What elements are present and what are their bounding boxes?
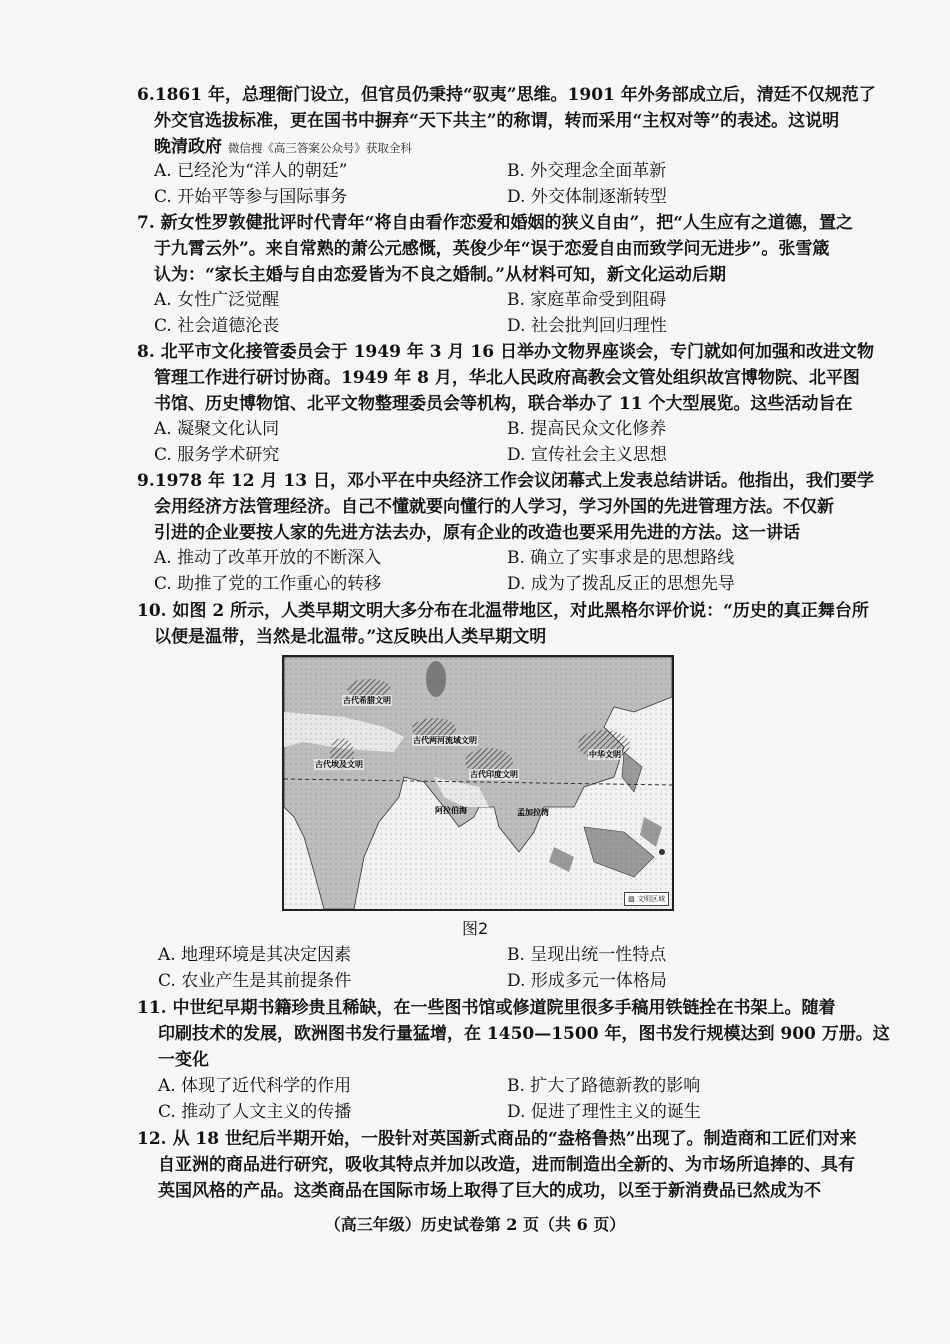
q10-option-d[interactable]: D. 形成多元一体格局 xyxy=(507,971,667,991)
q6-option-a[interactable]: A. 已经沦为“洋人的朝廷” xyxy=(154,161,348,181)
q9-stem-line-2: 会用经济方法管理经济。自己不懂就要向懂行的人学习，学习外国的先进管理方法。不仅新 xyxy=(154,497,834,517)
q9-stem-line-3: 引进的企业要按人家的先进方法去办，原有企业的改造也要采用先进的方法。这一讲话 xyxy=(154,523,800,543)
q11-option-a[interactable]: A. 体现了近代科学的作用 xyxy=(158,1076,352,1096)
q7-option-a[interactable]: A. 女性广泛觉醒 xyxy=(154,290,280,310)
q8-stem-line-1: 8. 北平市文化接管委员会于 1949 年 3 月 16 日举办文物界座谈会，专门就如何加强和改进文物 xyxy=(137,342,874,362)
q11-stem-line-2: 印刷技术的发展，欧洲图书发行量猛增，在 1450—1500 年，图书发行规模达到 900 万册。这 xyxy=(158,1024,890,1044)
q8-option-c[interactable]: C. 服务学术研究 xyxy=(154,445,280,465)
q8-stem-line-2: 管理工作进行研讨协商。1949 年 8 月，华北人民政府高教会文管处组织故宫博物院、北平图 xyxy=(154,368,860,388)
map-label-bay-of-bengal: 孟加拉湾 xyxy=(517,808,549,817)
q7-option-b[interactable]: B. 家庭革命受到阻碍 xyxy=(507,290,667,310)
q6-stem-line-3 xyxy=(154,136,412,159)
map-label-egypt: 古代埃及文明 xyxy=(315,760,363,769)
q7-stem-line-3: 认为：“家长主婚与自由恋爱皆为不良之婚制。”从材料可知，新文化运动后期 xyxy=(154,265,727,285)
map-label-china: 中华文明 xyxy=(589,750,621,759)
map-label-greece: 古代希腊文明 xyxy=(343,696,391,705)
q9-option-b[interactable]: B. 确立了实事求是的思想路线 xyxy=(507,548,735,568)
q11-option-c[interactable]: C. 推动了人文主义的传播 xyxy=(158,1102,352,1122)
q6-option-d[interactable]: D. 外交体制逐渐转型 xyxy=(507,187,667,207)
q11-option-b[interactable]: B. 扩大了路德新教的影响 xyxy=(507,1076,701,1096)
map-label-arabian-sea: 阿拉伯海 xyxy=(435,806,467,815)
q6-stem-line-1: 6.1861 年，总理衙门设立，但官员仍秉持“驭夷”思维。1901 年外务部成立后，清廷不仅规范了 xyxy=(137,85,876,105)
watermark: 微信搜《高三答案公众号》获取全科 xyxy=(227,141,412,155)
q9-stem-line-1: 9.1978 年 12 月 13 日，邓小平在中央经济工作会议闭幕式上发表总结讲话。他指出，我们要学 xyxy=(137,471,874,491)
q11-stem-line-1: 11. 中世纪早期书籍珍贵且稀缺，在一些图书馆或修道院里很多手稿用铁链拴在书架上。随着 xyxy=(137,998,836,1018)
q6-stem-line-2: 外交官选拔标准，更在国书中摒弃“天下共主”的称谓，转而采用“主权对等”的表述。这说明 xyxy=(154,111,840,131)
civilization-map xyxy=(282,655,674,911)
q7-option-c[interactable]: C. 社会道德沦丧 xyxy=(154,316,280,336)
map-legend xyxy=(624,892,669,906)
q7-stem-line-1: 7. 新女性罗敦健批评时代青年“将自由看作恋爱和婚姻的狭义自由”，把“人生应有之道德，置之 xyxy=(137,213,853,233)
q10-stem-line-2: 以便是温带，当然是北温带。”这反映出人类早期文明 xyxy=(154,627,547,647)
legend-label: 文明区域 xyxy=(637,895,665,903)
q11-stem-line-3: 一变化 xyxy=(158,1050,209,1070)
q6-stem-line-3-text: 晚清政府 xyxy=(154,137,222,157)
q6-option-b[interactable]: B. 外交理念全面革新 xyxy=(507,161,667,181)
map-label-mesopotamia: 古代两河流域文明 xyxy=(413,736,477,745)
q9-option-d[interactable]: D. 成为了拨乱反正的思想先导 xyxy=(507,574,735,594)
page-footer: （高三年级）历史试卷第 2 页（共 6 页） xyxy=(324,1215,626,1234)
q10-stem-line-1: 10. 如图 2 所示，人类早期文明大多分布在北温带地区，对此黑格尔评价说：“历史的真正舞台所 xyxy=(137,601,869,621)
q10-option-b[interactable]: B. 呈现出统一性特点 xyxy=(507,945,667,965)
q8-stem-line-3: 书馆、历史博物馆、北平文物整理委员会等机构，联合举办了 11 个大型展览。这些活动旨在 xyxy=(154,394,853,414)
q9-option-a[interactable]: A. 推动了改革开放的不断深入 xyxy=(154,548,382,568)
q6-option-c[interactable]: C. 开始平等参与国际事务 xyxy=(154,187,348,207)
q10-option-a[interactable]: A. 地理环境是其决定因素 xyxy=(158,945,352,965)
figure-caption: 图2 xyxy=(462,919,489,938)
map-label-india: 古代印度文明 xyxy=(470,770,518,779)
q9-option-c[interactable]: C. 助推了党的工作重心的转移 xyxy=(154,574,382,594)
q8-option-a[interactable]: A. 凝聚文化认同 xyxy=(154,419,280,439)
q7-option-d[interactable]: D. 社会批判回归理性 xyxy=(507,316,667,336)
q12-stem-line-2: 自亚洲的商品进行研究，吸收其特点并加以改造，进而制造出全新的、为市场所追捧的、具有 xyxy=(158,1155,855,1175)
legend-swatch-icon: ▨ xyxy=(628,895,635,903)
q7-stem-line-2: 于九霄云外”。来自常熟的萧公元感慨，英俊少年“误于恋爱自由而致学问无进步”。张雪箴 xyxy=(154,239,830,259)
q11-option-d[interactable]: D. 促进了理性主义的诞生 xyxy=(507,1102,701,1122)
q12-stem-line-1: 12. 从 18 世纪后半期开始，一股针对英国新式商品的“盎格鲁热”出现了。制造商和工匠们对来 xyxy=(137,1129,857,1149)
q8-option-b[interactable]: B. 提高民众文化修养 xyxy=(507,419,667,439)
q8-option-d[interactable]: D. 宣传社会主义思想 xyxy=(507,445,667,465)
q10-option-c[interactable]: C. 农业产生是其前提条件 xyxy=(158,971,352,991)
q12-stem-line-3: 英国风格的产品。这类商品在国际市场上取得了巨大的成功，以至于新消费品已然成为不 xyxy=(158,1181,821,1201)
